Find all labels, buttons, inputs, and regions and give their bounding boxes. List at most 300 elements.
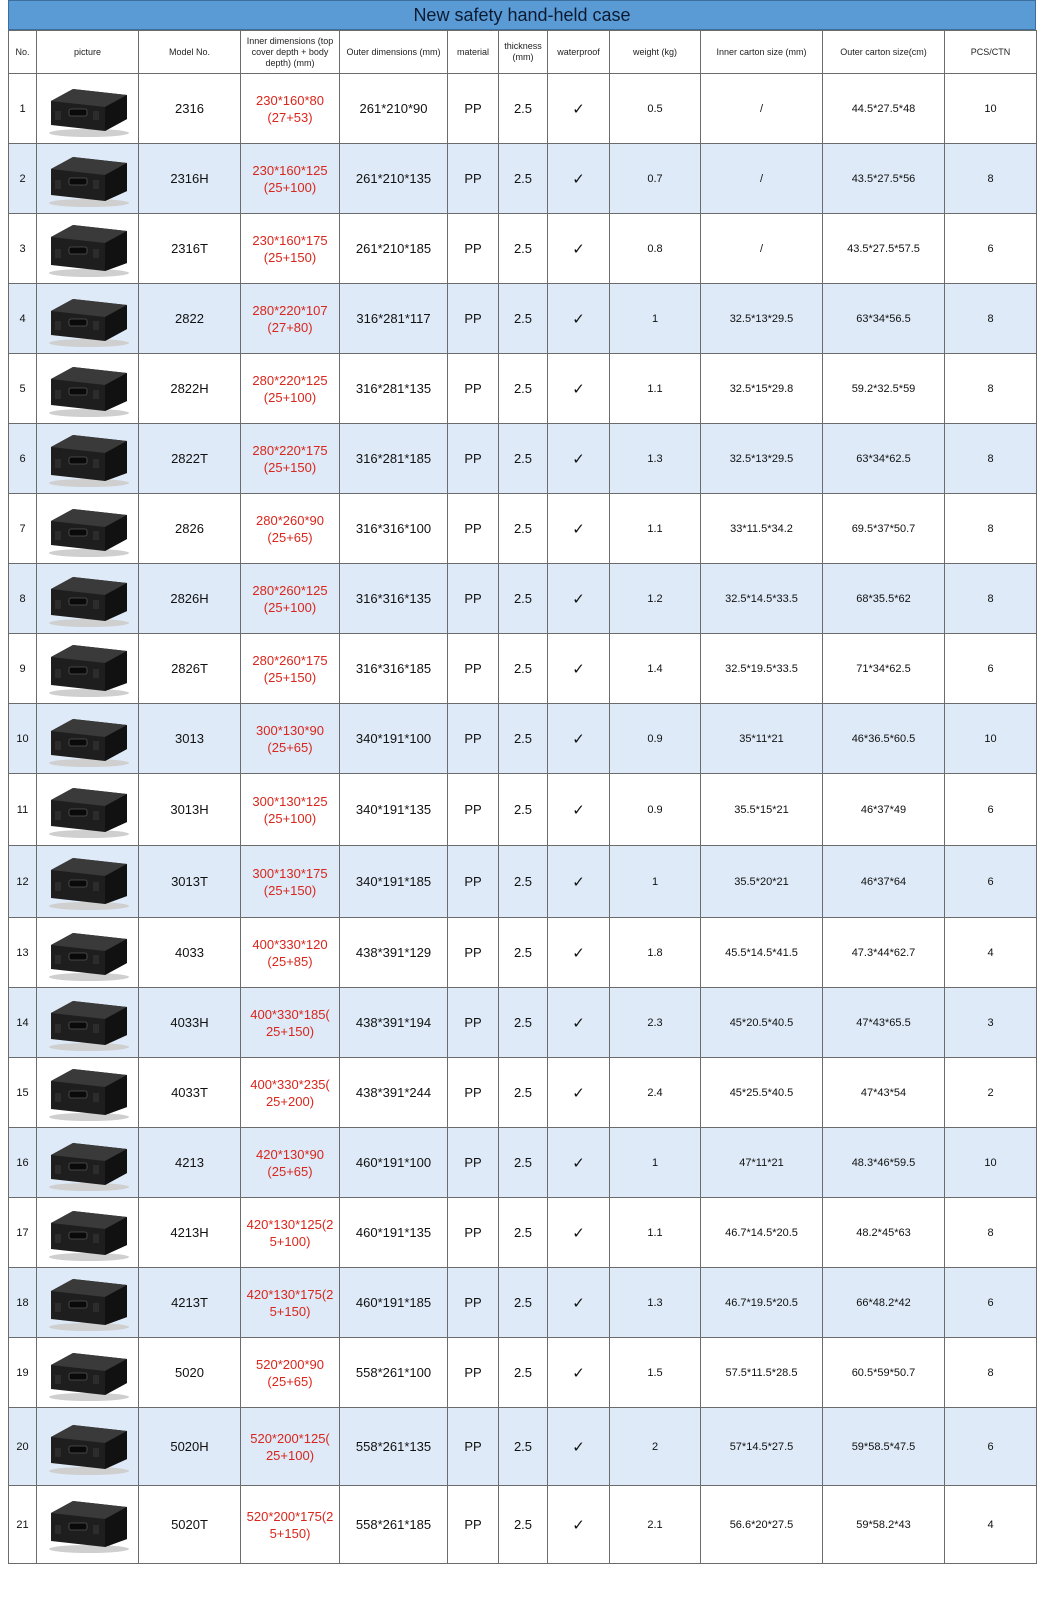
inner-carton-size: 56.6*20*27.5	[701, 1486, 823, 1564]
material: PP	[448, 846, 499, 918]
case-picture	[37, 846, 139, 918]
case-picture	[37, 214, 139, 284]
waterproof-check: ✓	[548, 1486, 610, 1564]
model-number: 5020	[139, 1338, 241, 1408]
model-number: 2822H	[139, 354, 241, 424]
case-photo-icon	[43, 219, 133, 279]
column-header: Inner carton size (mm)	[701, 31, 823, 74]
table-row	[9, 74, 1037, 144]
outer-dimensions: 340*191*100	[340, 704, 448, 774]
case-picture	[37, 1128, 139, 1198]
column-header: waterproof	[548, 31, 610, 74]
row-number: 20	[9, 1408, 37, 1486]
inner-dimensions-depths: (25+65)	[267, 739, 313, 755]
spec-table	[8, 30, 1037, 1564]
thickness: 2.5	[499, 1198, 548, 1268]
row-number: 3	[9, 214, 37, 284]
model-number: 4033H	[139, 988, 241, 1058]
waterproof-check: ✓	[548, 1268, 610, 1338]
waterproof-check: ✓	[548, 918, 610, 988]
case-picture	[37, 918, 139, 988]
inner-dimensions	[241, 1408, 340, 1486]
row-number: 10	[9, 704, 37, 774]
inner-dimensions-main: 230*160*125	[252, 162, 328, 178]
inner-dimensions-depths: (27+80)	[267, 319, 313, 335]
pcs-per-carton: 8	[945, 494, 1037, 564]
table-row	[9, 1408, 1037, 1486]
table-row	[9, 564, 1037, 634]
model-number: 3013	[139, 704, 241, 774]
table-row	[9, 1486, 1037, 1564]
header-row	[9, 31, 1037, 74]
case-photo-icon	[43, 79, 133, 139]
model-number: 2316T	[139, 214, 241, 284]
case-photo-icon	[43, 289, 133, 349]
inner-carton-size: 57.5*11.5*28.5	[701, 1338, 823, 1408]
outer-dimensions: 558*261*185	[340, 1486, 448, 1564]
inner-dimensions-main: 520*200*175(2	[246, 1508, 334, 1524]
material: PP	[448, 74, 499, 144]
table-row	[9, 988, 1037, 1058]
inner-carton-size: 45.5*14.5*41.5	[701, 918, 823, 988]
case-photo-icon	[43, 359, 133, 419]
inner-dimensions	[241, 1128, 340, 1198]
inner-dimensions	[241, 74, 340, 144]
inner-dimensions	[241, 918, 340, 988]
material: PP	[448, 1408, 499, 1486]
inner-dimensions-depths: (25+100)	[263, 179, 317, 195]
inner-dimensions-main: 520*200*125(	[250, 1430, 330, 1446]
row-number: 9	[9, 634, 37, 704]
model-number: 2826T	[139, 634, 241, 704]
outer-dimensions: 261*210*135	[340, 144, 448, 214]
inner-dimensions	[241, 214, 340, 284]
weight: 1.3	[610, 424, 701, 494]
row-number: 12	[9, 846, 37, 918]
inner-dimensions-main: 420*130*175(2	[246, 1286, 334, 1302]
case-photo-icon	[43, 709, 133, 769]
pcs-per-carton: 3	[945, 988, 1037, 1058]
weight: 1.3	[610, 1268, 701, 1338]
model-number: 4033	[139, 918, 241, 988]
thickness: 2.5	[499, 846, 548, 918]
weight: 2.4	[610, 1058, 701, 1128]
pcs-per-carton: 8	[945, 1198, 1037, 1268]
table-row	[9, 918, 1037, 988]
inner-dimensions-depths: (25+150)	[263, 459, 317, 475]
inner-dimensions	[241, 1338, 340, 1408]
outer-carton-size: 69.5*37*50.7	[823, 494, 945, 564]
inner-dimensions-depths: 25+200)	[265, 1093, 315, 1109]
inner-dimensions-depths: (25+100)	[263, 599, 317, 615]
outer-carton-size: 59.2*32.5*59	[823, 354, 945, 424]
waterproof-check: ✓	[548, 214, 610, 284]
case-picture	[37, 1338, 139, 1408]
inner-dimensions	[241, 846, 340, 918]
inner-dimensions-main: 300*130*90	[256, 722, 324, 738]
waterproof-check: ✓	[548, 354, 610, 424]
inner-dimensions-main: 400*330*120	[252, 936, 328, 952]
inner-dimensions-main: 230*160*175	[252, 232, 328, 248]
outer-dimensions: 316*281*117	[340, 284, 448, 354]
table-row	[9, 846, 1037, 918]
case-photo-icon	[43, 429, 133, 489]
weight: 1.1	[610, 494, 701, 564]
outer-carton-size: 46*37*64	[823, 846, 945, 918]
table-row	[9, 634, 1037, 704]
inner-dimensions	[241, 144, 340, 214]
inner-dimensions-main: 280*260*90	[256, 512, 324, 528]
inner-dimensions-depths: (25+65)	[267, 1163, 313, 1179]
material: PP	[448, 494, 499, 564]
weight: 0.9	[610, 774, 701, 846]
outer-carton-size: 63*34*56.5	[823, 284, 945, 354]
inner-dimensions-depths: (25+150)	[263, 882, 317, 898]
material: PP	[448, 918, 499, 988]
inner-dimensions	[241, 564, 340, 634]
inner-dimensions-main: 280*220*175	[252, 442, 328, 458]
inner-dimensions-depths: 5+150)	[269, 1525, 311, 1541]
thickness: 2.5	[499, 634, 548, 704]
material: PP	[448, 214, 499, 284]
thickness: 2.5	[499, 704, 548, 774]
inner-dimensions	[241, 494, 340, 564]
inner-dimensions-depths: 25+100)	[265, 1447, 315, 1463]
material: PP	[448, 144, 499, 214]
case-picture	[37, 1198, 139, 1268]
case-picture	[37, 1058, 139, 1128]
inner-dimensions	[241, 1486, 340, 1564]
case-picture	[37, 1408, 139, 1486]
inner-carton-size: 32.5*15*29.8	[701, 354, 823, 424]
case-photo-icon	[43, 1203, 133, 1263]
waterproof-check: ✓	[548, 424, 610, 494]
material: PP	[448, 774, 499, 846]
waterproof-check: ✓	[548, 74, 610, 144]
weight: 2.1	[610, 1486, 701, 1564]
outer-carton-size: 48.3*46*59.5	[823, 1128, 945, 1198]
thickness: 2.5	[499, 774, 548, 846]
row-number: 2	[9, 144, 37, 214]
case-picture	[37, 564, 139, 634]
pcs-per-carton: 6	[945, 774, 1037, 846]
column-header: thickness (mm)	[499, 31, 548, 74]
inner-dimensions-depths: (25+100)	[263, 389, 317, 405]
inner-carton-size: 45*20.5*40.5	[701, 988, 823, 1058]
case-photo-icon	[43, 780, 133, 840]
table-row	[9, 284, 1037, 354]
case-photo-icon	[43, 499, 133, 559]
outer-carton-size: 59*58.5*47.5	[823, 1408, 945, 1486]
waterproof-check: ✓	[548, 494, 610, 564]
case-photo-icon	[43, 639, 133, 699]
row-number: 17	[9, 1198, 37, 1268]
inner-dimensions-main: 420*130*125(2	[246, 1216, 334, 1232]
page-title: New safety hand-held case	[8, 0, 1036, 30]
pcs-per-carton: 2	[945, 1058, 1037, 1128]
material: PP	[448, 424, 499, 494]
inner-dimensions	[241, 634, 340, 704]
outer-carton-size: 60.5*59*50.7	[823, 1338, 945, 1408]
inner-dimensions-main: 280*260*175	[252, 652, 328, 668]
inner-dimensions	[241, 774, 340, 846]
row-number: 19	[9, 1338, 37, 1408]
inner-carton-size: 32.5*14.5*33.5	[701, 564, 823, 634]
thickness: 2.5	[499, 988, 548, 1058]
material: PP	[448, 1198, 499, 1268]
case-photo-icon	[43, 923, 133, 983]
outer-carton-size: 63*34*62.5	[823, 424, 945, 494]
inner-dimensions-main: 230*160*80	[256, 92, 324, 108]
waterproof-check: ✓	[548, 1198, 610, 1268]
inner-dimensions-main: 520*200*90	[256, 1356, 324, 1372]
inner-carton-size: 35*11*21	[701, 704, 823, 774]
inner-carton-size: 33*11.5*34.2	[701, 494, 823, 564]
row-number: 14	[9, 988, 37, 1058]
outer-dimensions: 316*281*185	[340, 424, 448, 494]
spec-sheet	[8, 0, 1036, 1564]
inner-dimensions-depths: 5+150)	[269, 1303, 311, 1319]
inner-dimensions-main: 300*130*125	[252, 793, 328, 809]
table-row	[9, 1128, 1037, 1198]
inner-dimensions	[241, 1058, 340, 1128]
pcs-per-carton: 6	[945, 846, 1037, 918]
column-header: No.	[9, 31, 37, 74]
outer-dimensions: 316*316*100	[340, 494, 448, 564]
outer-carton-size: 47.3*44*62.7	[823, 918, 945, 988]
inner-dimensions	[241, 704, 340, 774]
inner-dimensions-depths: 5+100)	[269, 1233, 311, 1249]
thickness: 2.5	[499, 494, 548, 564]
case-picture	[37, 424, 139, 494]
pcs-per-carton: 8	[945, 564, 1037, 634]
case-photo-icon	[43, 1273, 133, 1333]
weight: 2	[610, 1408, 701, 1486]
outer-dimensions: 316*316*135	[340, 564, 448, 634]
inner-dimensions-depths: 25+150)	[265, 1023, 315, 1039]
inner-dimensions-depths: (27+53)	[267, 109, 313, 125]
case-picture	[37, 354, 139, 424]
inner-carton-size: 45*25.5*40.5	[701, 1058, 823, 1128]
pcs-per-carton: 8	[945, 354, 1037, 424]
table-row	[9, 424, 1037, 494]
waterproof-check: ✓	[548, 1128, 610, 1198]
pcs-per-carton: 4	[945, 1486, 1037, 1564]
inner-dimensions	[241, 354, 340, 424]
material: PP	[448, 1268, 499, 1338]
outer-carton-size: 43.5*27.5*56	[823, 144, 945, 214]
inner-dimensions-depths: (25+150)	[263, 669, 317, 685]
weight: 1.1	[610, 354, 701, 424]
outer-dimensions: 558*261*135	[340, 1408, 448, 1486]
row-number: 7	[9, 494, 37, 564]
inner-dimensions-depths: (25+150)	[263, 249, 317, 265]
case-photo-icon	[43, 1343, 133, 1403]
outer-dimensions: 460*191*135	[340, 1198, 448, 1268]
pcs-per-carton: 8	[945, 1338, 1037, 1408]
inner-dimensions	[241, 1268, 340, 1338]
outer-carton-size: 48.2*45*63	[823, 1198, 945, 1268]
pcs-per-carton: 8	[945, 284, 1037, 354]
weight: 1.8	[610, 918, 701, 988]
table-body	[9, 74, 1037, 1564]
outer-carton-size: 46*37*49	[823, 774, 945, 846]
pcs-per-carton: 8	[945, 424, 1037, 494]
material: PP	[448, 634, 499, 704]
column-header: Model No.	[139, 31, 241, 74]
outer-dimensions: 261*210*185	[340, 214, 448, 284]
row-number: 1	[9, 74, 37, 144]
material: PP	[448, 988, 499, 1058]
model-number: 2316	[139, 74, 241, 144]
case-photo-icon	[43, 1495, 133, 1555]
case-photo-icon	[43, 149, 133, 209]
inner-carton-size: 35.5*20*21	[701, 846, 823, 918]
thickness: 2.5	[499, 1128, 548, 1198]
table-row	[9, 214, 1037, 284]
thickness: 2.5	[499, 1338, 548, 1408]
model-number: 2822T	[139, 424, 241, 494]
model-number: 4213	[139, 1128, 241, 1198]
inner-dimensions-depths: (25+65)	[267, 529, 313, 545]
row-number: 21	[9, 1486, 37, 1564]
inner-dimensions-depths: (25+85)	[267, 953, 313, 969]
pcs-per-carton: 10	[945, 74, 1037, 144]
model-number: 5020T	[139, 1486, 241, 1564]
inner-dimensions	[241, 424, 340, 494]
waterproof-check: ✓	[548, 284, 610, 354]
thickness: 2.5	[499, 284, 548, 354]
column-header: PCS/CTN	[945, 31, 1037, 74]
inner-carton-size: 32.5*13*29.5	[701, 284, 823, 354]
case-photo-icon	[43, 569, 133, 629]
outer-dimensions: 460*191*185	[340, 1268, 448, 1338]
model-number: 4213H	[139, 1198, 241, 1268]
table-row	[9, 1338, 1037, 1408]
inner-dimensions-main: 300*130*175	[252, 865, 328, 881]
inner-carton-size: 47*11*21	[701, 1128, 823, 1198]
table-row	[9, 1198, 1037, 1268]
outer-dimensions: 460*191*100	[340, 1128, 448, 1198]
weight: 2.3	[610, 988, 701, 1058]
pcs-per-carton: 6	[945, 1268, 1037, 1338]
model-number: 2826H	[139, 564, 241, 634]
waterproof-check: ✓	[548, 1058, 610, 1128]
inner-dimensions	[241, 988, 340, 1058]
inner-dimensions	[241, 284, 340, 354]
pcs-per-carton: 6	[945, 634, 1037, 704]
weight: 1.4	[610, 634, 701, 704]
outer-carton-size: 46*36.5*60.5	[823, 704, 945, 774]
table-row	[9, 354, 1037, 424]
outer-carton-size: 47*43*65.5	[823, 988, 945, 1058]
material: PP	[448, 564, 499, 634]
column-header: weight (kg)	[610, 31, 701, 74]
column-header: Outer dimensions (mm)	[340, 31, 448, 74]
inner-dimensions-main: 280*260*125	[252, 582, 328, 598]
weight: 1.2	[610, 564, 701, 634]
waterproof-check: ✓	[548, 704, 610, 774]
outer-carton-size: 47*43*54	[823, 1058, 945, 1128]
thickness: 2.5	[499, 1486, 548, 1564]
case-picture	[37, 774, 139, 846]
pcs-per-carton: 6	[945, 1408, 1037, 1486]
inner-carton-size: /	[701, 214, 823, 284]
inner-carton-size: 46.7*14.5*20.5	[701, 1198, 823, 1268]
weight: 0.7	[610, 144, 701, 214]
thickness: 2.5	[499, 1268, 548, 1338]
table-row	[9, 494, 1037, 564]
weight: 0.9	[610, 704, 701, 774]
inner-dimensions	[241, 1198, 340, 1268]
case-picture	[37, 704, 139, 774]
model-number: 3013H	[139, 774, 241, 846]
inner-carton-size: 35.5*15*21	[701, 774, 823, 846]
pcs-per-carton: 4	[945, 918, 1037, 988]
case-photo-icon	[43, 1417, 133, 1477]
waterproof-check: ✓	[548, 774, 610, 846]
row-number: 15	[9, 1058, 37, 1128]
case-photo-icon	[43, 1063, 133, 1123]
row-number: 5	[9, 354, 37, 424]
inner-carton-size: /	[701, 144, 823, 214]
outer-dimensions: 340*191*185	[340, 846, 448, 918]
case-photo-icon	[43, 852, 133, 912]
row-number: 16	[9, 1128, 37, 1198]
outer-carton-size: 68*35.5*62	[823, 564, 945, 634]
column-header: picture	[37, 31, 139, 74]
weight: 1.1	[610, 1198, 701, 1268]
row-number: 4	[9, 284, 37, 354]
case-photo-icon	[43, 993, 133, 1053]
model-number: 5020H	[139, 1408, 241, 1486]
column-header: Inner dimensions (top cover depth + body depth) (mm)	[241, 31, 340, 74]
thickness: 2.5	[499, 564, 548, 634]
case-picture	[37, 284, 139, 354]
thickness: 2.5	[499, 74, 548, 144]
table-row	[9, 1268, 1037, 1338]
case-picture	[37, 494, 139, 564]
waterproof-check: ✓	[548, 1408, 610, 1486]
outer-carton-size: 44.5*27.5*48	[823, 74, 945, 144]
pcs-per-carton: 8	[945, 144, 1037, 214]
inner-carton-size: /	[701, 74, 823, 144]
outer-dimensions: 316*281*135	[340, 354, 448, 424]
thickness: 2.5	[499, 144, 548, 214]
thickness: 2.5	[499, 214, 548, 284]
inner-dimensions-main: 280*220*107	[252, 302, 328, 318]
thickness: 2.5	[499, 1408, 548, 1486]
inner-dimensions-depths: (25+100)	[263, 810, 317, 826]
outer-dimensions: 438*391*244	[340, 1058, 448, 1128]
inner-dimensions-main: 420*130*90	[256, 1146, 324, 1162]
outer-dimensions: 438*391*129	[340, 918, 448, 988]
case-photo-icon	[43, 1133, 133, 1193]
model-number: 4213T	[139, 1268, 241, 1338]
model-number: 3013T	[139, 846, 241, 918]
inner-dimensions-main: 400*330*235(	[250, 1076, 330, 1092]
outer-carton-size: 59*58.2*43	[823, 1486, 945, 1564]
column-header: material	[448, 31, 499, 74]
model-number: 2316H	[139, 144, 241, 214]
row-number: 6	[9, 424, 37, 494]
material: PP	[448, 1058, 499, 1128]
material: PP	[448, 284, 499, 354]
thickness: 2.5	[499, 354, 548, 424]
table-row	[9, 144, 1037, 214]
table-row	[9, 1058, 1037, 1128]
inner-dimensions-main: 400*330*185(	[250, 1006, 330, 1022]
